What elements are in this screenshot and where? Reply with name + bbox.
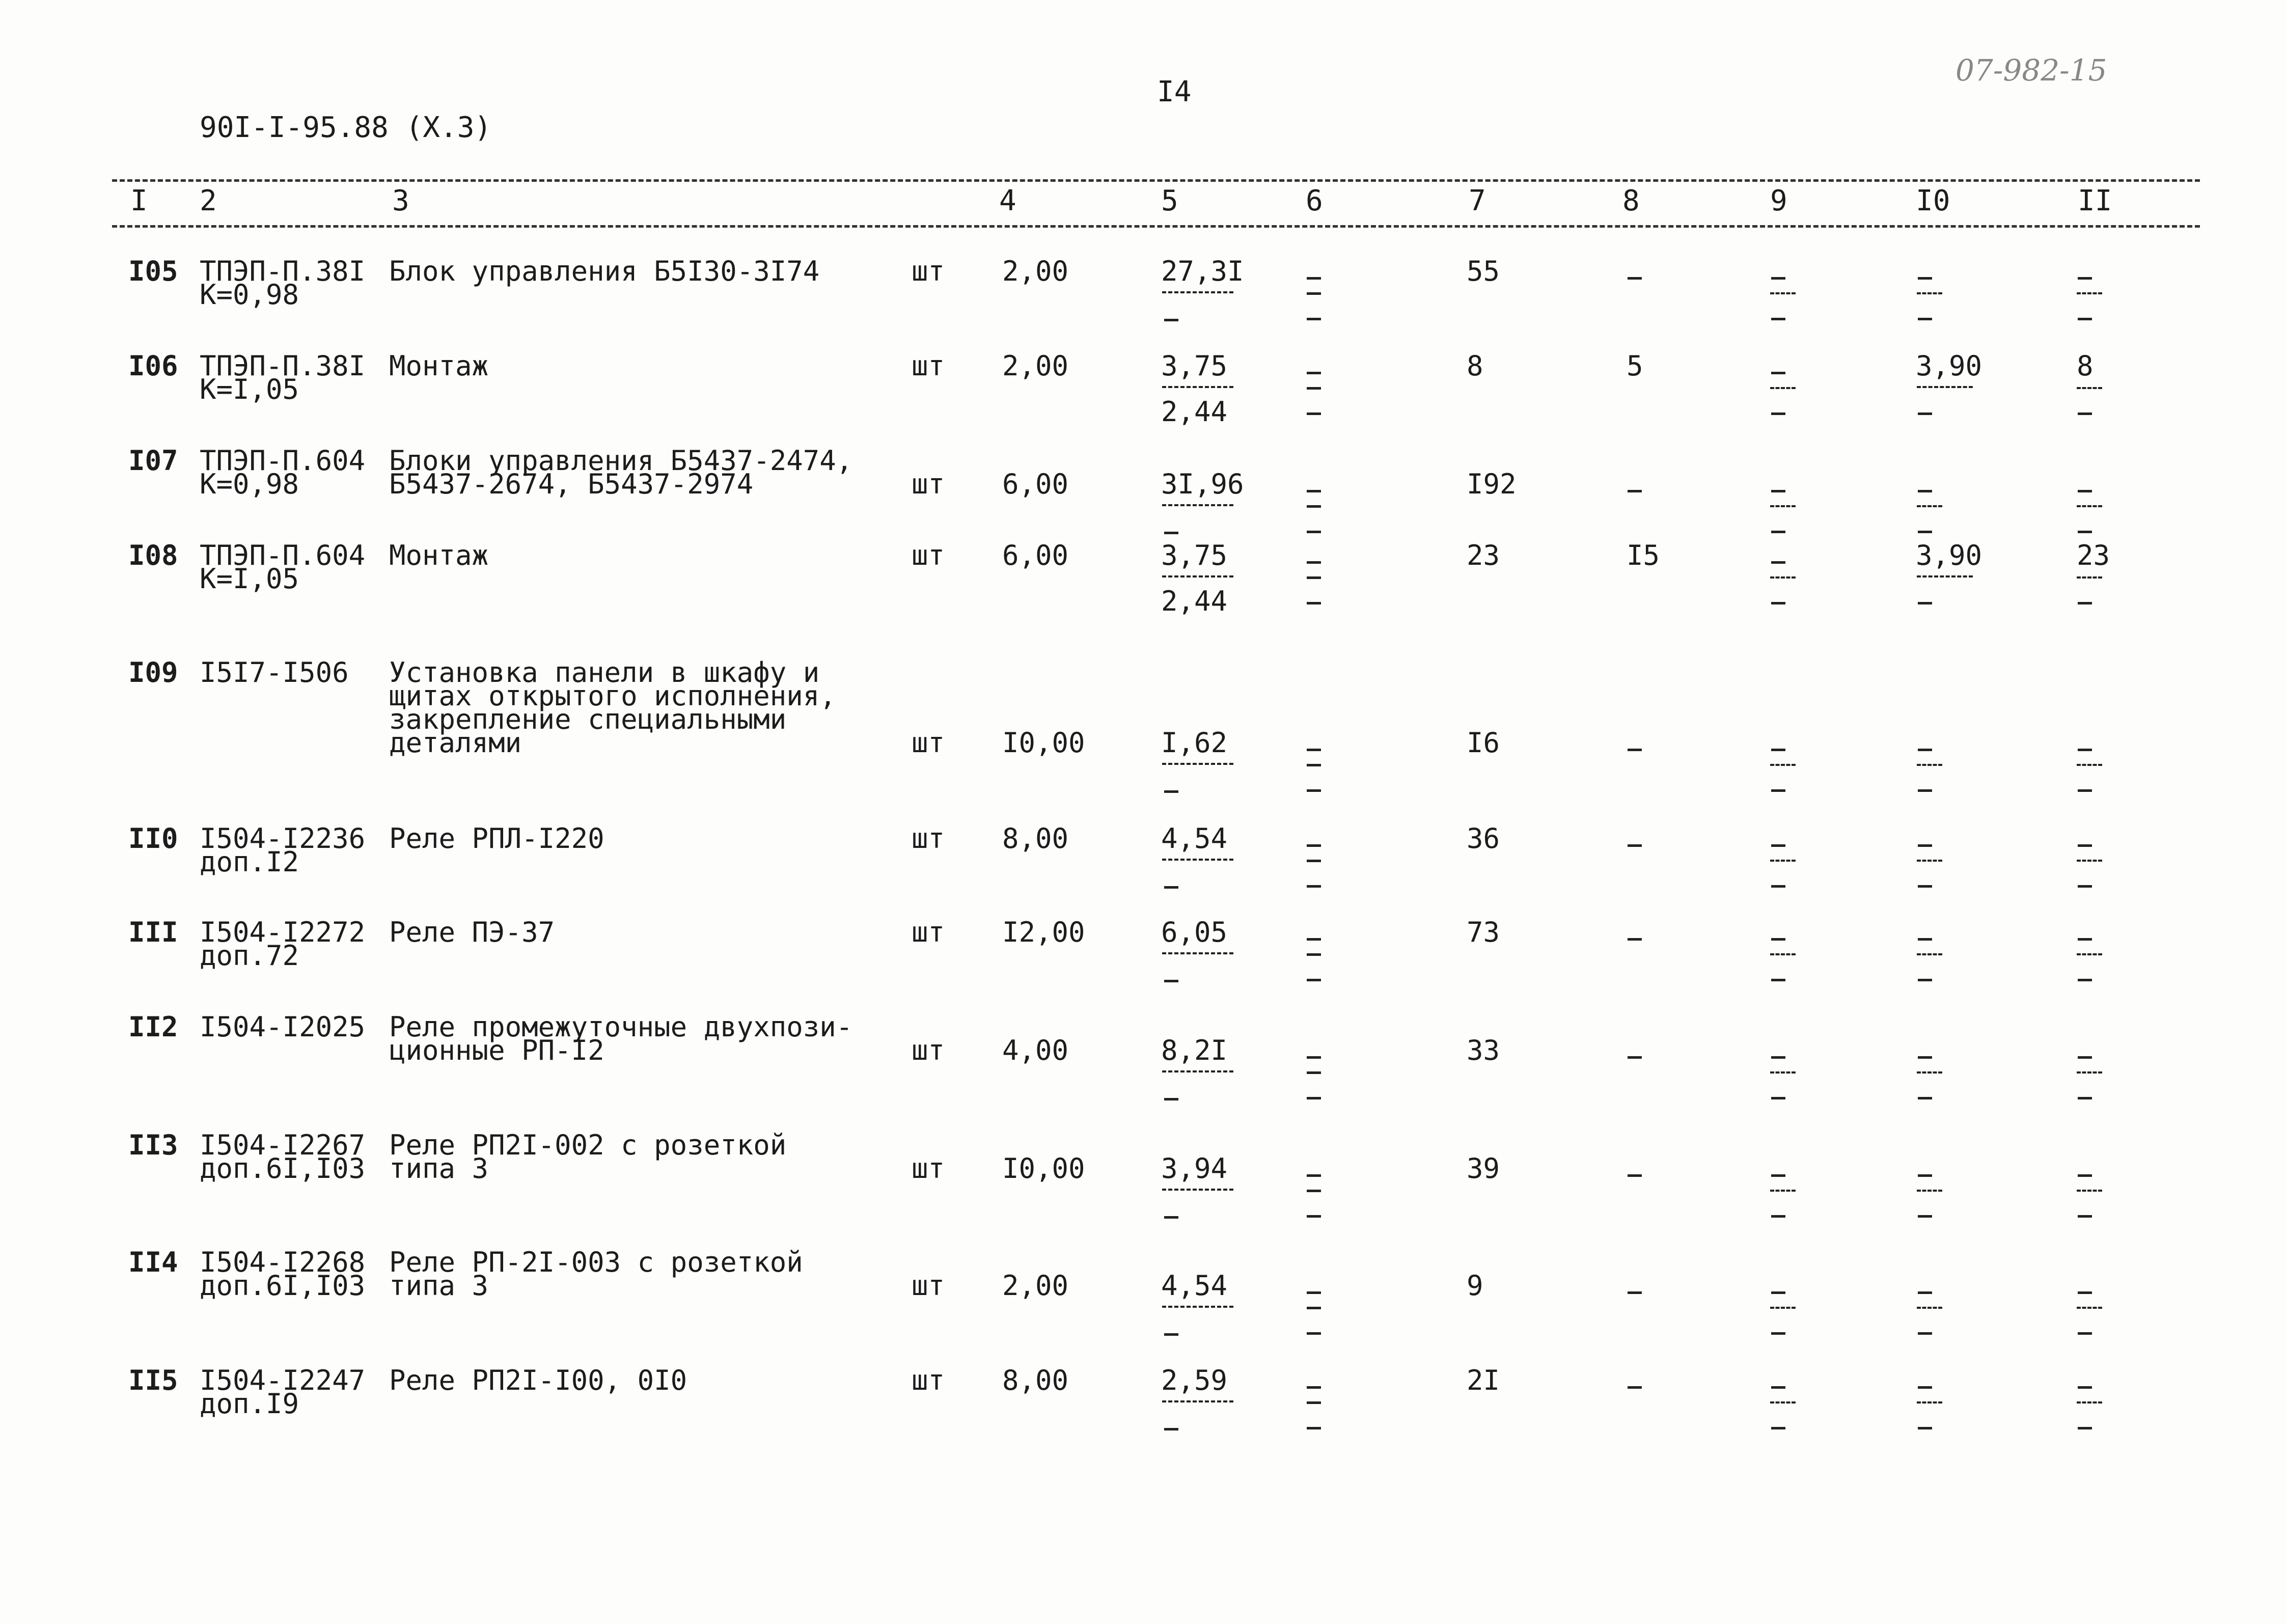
col9-line (1770, 953, 1796, 955)
row-number: II4 (128, 1246, 178, 1278)
row-unit: шт (912, 468, 945, 500)
col11-dash (2078, 1291, 2092, 1294)
row-col5-value: 3,75 (1161, 539, 1228, 571)
row-description: Реле РП2I-002 с розеткой (389, 1129, 787, 1161)
col-header-3: 3 (392, 184, 409, 217)
row-col10-value: 3,90 (1916, 539, 1982, 571)
col-header-4: 4 (999, 184, 1016, 217)
col9-line (1770, 1071, 1796, 1074)
row-unit: шт (912, 1034, 945, 1066)
col5-fraction-line (1162, 1306, 1233, 1308)
row-unit: шт (912, 255, 945, 287)
col11-line (2077, 1190, 2102, 1192)
row-number: II3 (128, 1129, 178, 1161)
col6-dash (1307, 749, 1321, 751)
col5-lower-dash (1164, 886, 1178, 889)
row-unit: шт (912, 727, 945, 759)
col6-dash (1307, 292, 1321, 295)
col5-fraction-line (1162, 859, 1233, 861)
col5-lower-dash (1164, 980, 1178, 982)
row-description: Реле промежуточные двухпози- (389, 1011, 853, 1043)
row-quantity: I2,00 (1002, 916, 1085, 948)
col6-dash (1307, 412, 1321, 415)
row-code: доп.72 (200, 940, 299, 972)
row-col7-value: 39 (1467, 1152, 1500, 1185)
col11-dash (2078, 844, 2092, 847)
row-col10-value: 3,90 (1916, 350, 1982, 382)
row-code: I504-I2025 (200, 1011, 366, 1043)
col10-dash (1918, 844, 1932, 847)
col9-line (1770, 292, 1796, 294)
handwritten-note: 07-982-15 (1956, 53, 2107, 88)
col10-dash (1918, 938, 1932, 941)
row-code: доп.I9 (200, 1388, 299, 1420)
row-col7-value: 73 (1467, 916, 1500, 948)
col6-dash (1307, 764, 1321, 766)
row-number: I06 (128, 350, 178, 382)
col9-dash (1771, 602, 1785, 604)
col6-dash (1307, 1174, 1321, 1177)
row-quantity: 2,00 (1002, 255, 1069, 287)
row-number: I09 (128, 656, 178, 689)
col10-line (1917, 953, 1942, 955)
col9-dash (1771, 789, 1785, 792)
row-code: доп.6I,I03 (200, 1152, 366, 1185)
col5-fraction-line (1162, 1070, 1233, 1072)
col-header-2: 2 (200, 184, 217, 217)
row-col5-value: 3,75 (1161, 350, 1228, 382)
col6-dash (1307, 387, 1321, 390)
col9-dash (1771, 1386, 1785, 1389)
col11-line (2077, 953, 2102, 955)
col11-dash (2078, 1056, 2092, 1059)
col-header-7: 7 (1469, 184, 1486, 217)
col5-fraction-line (1162, 291, 1233, 293)
row-unit: шт (912, 1270, 945, 1302)
col10-dash (1918, 1332, 1932, 1335)
row-code: I504-I2236 (200, 822, 366, 855)
row-col5-value: 4,54 (1161, 822, 1228, 855)
col11-dash (2078, 979, 2092, 981)
col11-line (2077, 387, 2102, 389)
col9-line (1770, 1307, 1796, 1309)
col10-dash (1918, 412, 1932, 415)
col10-dash (1918, 1056, 1932, 1059)
row-col7-value: I6 (1467, 727, 1500, 759)
col-header-5: 5 (1161, 184, 1178, 217)
col10-line (1917, 505, 1942, 507)
col6-dash (1307, 561, 1321, 564)
row-unit: шт (912, 822, 945, 855)
col10-dash (1918, 1291, 1932, 1294)
col-header-10: I0 (1916, 184, 1950, 217)
col9-dash (1771, 1097, 1785, 1099)
row-description: Монтаж (389, 350, 489, 382)
col9-dash (1771, 749, 1785, 751)
row-description: Реле РП2I-I00, 0I0 (389, 1364, 687, 1396)
row-code: доп.I2 (200, 846, 299, 878)
col9-dash (1771, 1056, 1785, 1059)
col5-fraction-line (1162, 952, 1233, 954)
col9-dash (1771, 561, 1785, 564)
col8-dash (1628, 844, 1642, 847)
col9-dash (1771, 979, 1785, 981)
col6-dash (1307, 1401, 1321, 1404)
row-col5-value: 27,3I (1161, 255, 1244, 287)
col6-dash (1307, 789, 1321, 792)
col10-dash (1918, 885, 1932, 888)
col9-line (1770, 387, 1796, 389)
col9-dash (1771, 412, 1785, 415)
col6-dash (1307, 953, 1321, 956)
col10-line (1917, 860, 1942, 862)
row-quantity: 8,00 (1002, 822, 1069, 855)
col11-dash (2078, 531, 2092, 533)
row-description: типа 3 (389, 1152, 489, 1185)
row-description: Реле ПЭ-37 (389, 916, 555, 948)
row-number: I07 (128, 445, 178, 477)
row-description: щитах открытого исполнения, (389, 680, 836, 712)
col9-line (1770, 860, 1796, 862)
col6-dash (1307, 490, 1321, 492)
row-col8-value: I5 (1627, 539, 1660, 571)
row-number: III (128, 916, 178, 948)
col10-line (1917, 1190, 1942, 1192)
col11-dash (2078, 1386, 2092, 1389)
col10-line (1917, 1071, 1942, 1074)
row-col5-value: 4,54 (1161, 1270, 1228, 1302)
col10-dash (1918, 318, 1932, 320)
row-code: ТПЭП-П.38I (200, 255, 366, 287)
col11-dash (2078, 1427, 2092, 1429)
row-code: I504-I2267 (200, 1129, 366, 1161)
row-quantity: 2,00 (1002, 1270, 1069, 1302)
col-header-1: I (130, 184, 148, 217)
row-description: деталями (389, 727, 522, 759)
col9-line (1770, 764, 1796, 766)
col6-dash (1307, 1097, 1321, 1099)
col8-dash (1628, 277, 1642, 280)
row-col7-value: 55 (1467, 255, 1500, 287)
col8-dash (1628, 938, 1642, 941)
row-col5-value: 8,2I (1161, 1034, 1228, 1066)
row-number: II0 (128, 822, 178, 855)
col6-dash (1307, 505, 1321, 508)
row-description: Монтаж (389, 539, 489, 571)
col11-dash (2078, 885, 2092, 888)
col9-dash (1771, 531, 1785, 533)
col10-dash (1918, 602, 1932, 604)
col6-dash (1307, 1386, 1321, 1389)
col5-lower-dash (1164, 1333, 1178, 1336)
row-code: I504-I2268 (200, 1246, 366, 1278)
row-quantity: I0,00 (1002, 1152, 1085, 1185)
col11-line (2077, 1401, 2102, 1403)
row-col7-value: I92 (1467, 468, 1517, 500)
row-unit: шт (912, 350, 945, 382)
col10-line (1917, 575, 1973, 577)
row-description: Блок управления Б5I30-3I74 (389, 255, 820, 287)
col5-fraction-line (1162, 763, 1233, 765)
col8-dash (1628, 1291, 1642, 1294)
row-quantity: 2,00 (1002, 350, 1069, 382)
col-header-11: II (2078, 184, 2112, 217)
col6-dash (1307, 531, 1321, 533)
document-code: 90I-I-95.88 (X.3) (200, 111, 492, 144)
col5-fraction-line (1162, 1400, 1233, 1402)
row-code: К=0,98 (200, 279, 299, 311)
row-number: I08 (128, 539, 178, 571)
col10-dash (1918, 1427, 1932, 1429)
col9-line (1770, 505, 1796, 507)
col-header-8: 8 (1622, 184, 1640, 217)
col9-line (1770, 1190, 1796, 1192)
row-unit: шт (912, 1364, 945, 1396)
row-description: Реле РПЛ-I220 (389, 822, 604, 855)
row-code: ТПЭП-П.38I (200, 350, 366, 382)
row-col11-value: 23 (2077, 539, 2110, 571)
col6-dash (1307, 844, 1321, 847)
col6-dash (1307, 1056, 1321, 1059)
col9-dash (1771, 885, 1785, 888)
page-number: I4 (1157, 75, 1192, 108)
col5-lower-dash (1164, 532, 1178, 534)
col9-dash (1771, 1332, 1785, 1335)
col10-dash (1918, 1174, 1932, 1177)
col6-dash (1307, 1332, 1321, 1335)
col10-dash (1918, 1386, 1932, 1389)
col11-dash (2078, 318, 2092, 320)
col10-dash (1918, 979, 1932, 981)
col5-lower-dash (1164, 1216, 1178, 1219)
col8-dash (1628, 490, 1642, 492)
col11-dash (2078, 1332, 2092, 1335)
row-col7-value: 23 (1467, 539, 1500, 571)
col9-line (1770, 1401, 1796, 1403)
row-code: К=0,98 (200, 468, 299, 500)
col10-line (1917, 1307, 1942, 1309)
row-description: Установка панели в шкафу и (389, 656, 820, 689)
col9-dash (1771, 372, 1785, 374)
row-code: К=I,05 (200, 563, 299, 595)
col6-dash (1307, 938, 1321, 941)
col6-dash (1307, 1427, 1321, 1429)
row-col5-value: 3I,96 (1161, 468, 1244, 500)
col11-dash (2078, 1174, 2092, 1177)
row-col7-value: 8 (1467, 350, 1483, 382)
row-number: I05 (128, 255, 178, 287)
col-header-9: 9 (1770, 184, 1787, 217)
header-bottom-rule (112, 225, 2200, 228)
row-quantity: 6,00 (1002, 539, 1069, 571)
col5-lower-dash (1164, 319, 1178, 321)
col9-line (1770, 576, 1796, 579)
col11-dash (2078, 1215, 2092, 1218)
row-description: Блоки управления Б5437-2474, (389, 445, 853, 477)
row-col5-value: 6,05 (1161, 916, 1228, 948)
col11-dash (2078, 789, 2092, 792)
col8-dash (1628, 749, 1642, 751)
col9-dash (1771, 1174, 1785, 1177)
row-quantity: 6,00 (1002, 468, 1069, 500)
row-code: ТПЭП-П.604 (200, 445, 366, 477)
row-col5-lower: 2,44 (1161, 396, 1228, 428)
col10-dash (1918, 749, 1932, 751)
col6-dash (1307, 372, 1321, 374)
row-unit: шт (912, 916, 945, 948)
col10-line (1917, 764, 1942, 766)
col8-dash (1628, 1174, 1642, 1177)
col6-dash (1307, 318, 1321, 320)
row-description: Б5437-2674, Б5437-2974 (389, 468, 754, 500)
col11-line (2077, 505, 2102, 507)
col5-fraction-line (1162, 1189, 1233, 1191)
row-unit: шт (912, 539, 945, 571)
col10-dash (1918, 1215, 1932, 1218)
col10-line (1917, 292, 1942, 294)
row-code: доп.6I,I03 (200, 1270, 366, 1302)
col-header-6: 6 (1306, 184, 1323, 217)
col9-dash (1771, 277, 1785, 280)
col11-line (2077, 764, 2102, 766)
row-code: ТПЭП-П.604 (200, 539, 366, 571)
col10-line (1917, 386, 1973, 388)
row-col5-value: I,62 (1161, 727, 1228, 759)
col11-dash (2078, 938, 2092, 941)
col11-dash (2078, 490, 2092, 492)
col9-dash (1771, 844, 1785, 847)
col9-dash (1771, 318, 1785, 320)
col6-dash (1307, 1291, 1321, 1294)
row-col5-value: 2,59 (1161, 1364, 1228, 1396)
col9-dash (1771, 1215, 1785, 1218)
row-description: ционные РП-I2 (389, 1034, 604, 1066)
row-col8-value: 5 (1627, 350, 1643, 382)
row-col7-value: 36 (1467, 822, 1500, 855)
row-description: Реле РП-2I-003 с розеткой (389, 1246, 803, 1278)
col6-dash (1307, 885, 1321, 888)
row-quantity: 4,00 (1002, 1034, 1069, 1066)
col6-dash (1307, 1307, 1321, 1309)
col6-dash (1307, 979, 1321, 981)
row-col7-value: 2I (1467, 1364, 1500, 1396)
row-col5-lower: 2,44 (1161, 585, 1228, 617)
col6-dash (1307, 860, 1321, 862)
col11-line (2077, 860, 2102, 862)
col11-line (2077, 1071, 2102, 1074)
col8-dash (1628, 1056, 1642, 1059)
col6-dash (1307, 1071, 1321, 1074)
row-code: I5I7-I506 (200, 656, 349, 689)
row-col7-value: 33 (1467, 1034, 1500, 1066)
col6-dash (1307, 576, 1321, 579)
row-col11-value: 8 (2077, 350, 2094, 382)
col10-line (1917, 1401, 1942, 1403)
col11-dash (2078, 1097, 2092, 1099)
col11-line (2077, 1307, 2102, 1309)
col10-dash (1918, 277, 1932, 280)
header-top-rule (112, 179, 2200, 182)
col10-dash (1918, 1097, 1932, 1099)
col8-dash (1628, 1386, 1642, 1389)
col5-fraction-line (1162, 386, 1233, 388)
row-unit: шт (912, 1152, 945, 1185)
col5-lower-dash (1164, 1098, 1178, 1100)
col6-dash (1307, 277, 1321, 280)
row-number: II5 (128, 1364, 178, 1396)
col9-dash (1771, 1291, 1785, 1294)
row-col5-value: 3,94 (1161, 1152, 1228, 1185)
col11-line (2077, 292, 2102, 294)
col11-dash (2078, 277, 2092, 280)
col11-line (2077, 576, 2102, 579)
row-number: II2 (128, 1011, 178, 1043)
row-code: К=I,05 (200, 373, 299, 405)
col9-dash (1771, 938, 1785, 941)
row-quantity: 8,00 (1002, 1364, 1069, 1396)
col6-dash (1307, 1190, 1321, 1192)
row-code: I504-I2272 (200, 916, 366, 948)
row-code: I504-I2247 (200, 1364, 366, 1396)
row-quantity: I0,00 (1002, 727, 1085, 759)
col5-lower-dash (1164, 1428, 1178, 1430)
col11-dash (2078, 602, 2092, 604)
col9-dash (1771, 1427, 1785, 1429)
col6-dash (1307, 602, 1321, 604)
col10-dash (1918, 789, 1932, 792)
row-description: закрепление специальными (389, 703, 787, 735)
col9-dash (1771, 490, 1785, 492)
col5-lower-dash (1164, 790, 1178, 793)
row-col7-value: 9 (1467, 1270, 1483, 1302)
col5-fraction-line (1162, 575, 1233, 577)
col10-dash (1918, 531, 1932, 533)
col6-dash (1307, 1215, 1321, 1218)
row-description: типа 3 (389, 1270, 489, 1302)
col10-dash (1918, 490, 1932, 492)
col11-dash (2078, 749, 2092, 751)
col5-fraction-line (1162, 504, 1233, 506)
col11-dash (2078, 412, 2092, 415)
